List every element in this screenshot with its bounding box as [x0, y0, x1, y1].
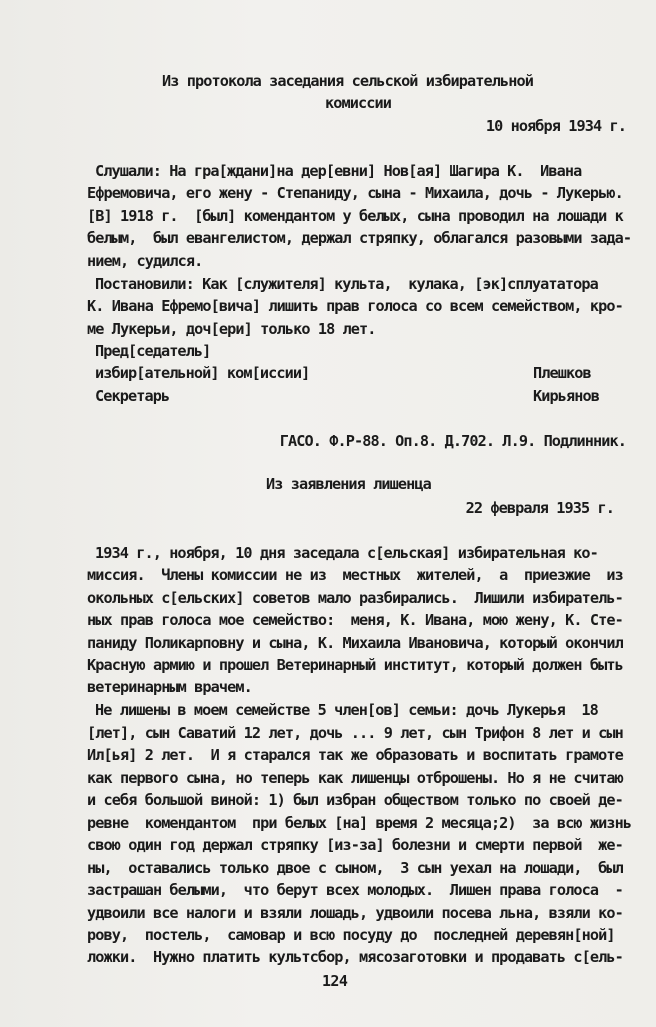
statement-line: окольных с[ельских] советов мало разбирались. Лишили избиратель- [87, 589, 623, 607]
statement-line: Красную армию и прошел Ветеринарный институт, который должен быть [87, 656, 623, 674]
statement-line: Ил[ья] 2 лет. И я старался так же образовать и воспитать грамоте [87, 746, 623, 764]
chair-label-line2: избир[ательной] ком[иссии] [95, 364, 310, 382]
protocol-date: 10 ноября 1934 г. [485, 117, 626, 135]
statement-line: ложки. Нужно платить культсбор, мясозаготовки и продавать с[ель- [87, 948, 623, 966]
statement-line: застрашан белыми, что берут всех молодых. Лишен права голоса - [87, 881, 623, 899]
statement-line: паниду Поликарповну и сына, К. Михаила Ивановича, который окончил [87, 634, 623, 652]
statement-line: ных прав голоса мое семейство: меня, К. Ивана, мою жену, К. Сте- [87, 611, 623, 629]
resolved-line: Постановили: Как [служителя] культа, кулака, [эк]сплуататора [95, 275, 598, 293]
statement-line: 1934 г., ноября, 10 дня заседала с[ельская] избирательная ко- [95, 544, 598, 562]
statement-line: ны, оставались только двое с сыном, 3 сын уехал на лошади, был [87, 859, 623, 877]
chair-name: Плешков [533, 364, 591, 382]
resolved-line: ме Лукерьи, доч[ери] только 18 лет. [87, 320, 376, 338]
resolved-line: К. Ивана Ефремо[вича] лишить прав голоса со всем семейством, кро- [87, 297, 623, 315]
secretary-label: Секретарь [95, 387, 170, 405]
statement-line: удвоили все налоги и взяли лошадь, удвоили посева льна, взяли ко- [87, 904, 623, 922]
statement-line: свою один год держал стряпку [из-за] болезни и смерти первой же- [87, 836, 623, 854]
protocol-title-line1: Из протокола заседания сельской избирательной [162, 72, 533, 90]
statement-line: ревне комендантом при белых [на] время 2 месяца;2) за всю жизнь [87, 814, 632, 832]
heard-line: нием, судился. [87, 252, 203, 270]
statement-date: 22 февраля 1935 г. [465, 499, 614, 517]
archive-reference: ГАСО. Ф.Р-88. Оп.8. Д.702. Л.9. Подлинник. [279, 432, 626, 450]
statement-line: ветеринарным врачем. [87, 678, 252, 696]
statement-line: Не лишены в моем семействе 5 член[ов] семьи: дочь Лукерья 18 [95, 701, 598, 719]
heard-line: Ефремовича, его жену - Степаниду, сына - Михаила, дочь - Лукерью. [87, 184, 623, 202]
statement-line: рову, постель, самовар и всю посуду до последней деревян[ной] [87, 926, 615, 944]
protocol-title-line2: комиссии [325, 94, 391, 112]
heard-line: белым, был евангелистом, держал стряпку, облагался разовыми зада- [87, 229, 632, 247]
statement-line: и себя большой виной: 1) был избран обществом только по своей де- [87, 791, 623, 809]
page-number: 124 [322, 972, 348, 990]
statement-line: [лет], сын Саватий 12 лет, дочь ... 9 лет, сын Трифон 8 лет и сын [87, 724, 623, 742]
heard-line: [В] 1918 г. [был] комендантом у белых, сына проводил на лошади к [87, 207, 623, 225]
chair-label-line1: Пред[седатель] [95, 342, 211, 360]
heard-line: Слушали: На гра[ждани]на дер[евни] Нов[ая] Шагира К. Ивана [95, 162, 582, 180]
statement-title: Из заявления лишенца [266, 475, 431, 493]
secretary-name: Кирьянов [533, 387, 599, 405]
statement-line: миссия. Члены комиссии не из местных жителей, а приезжие из [87, 566, 623, 584]
statement-line: как первого сына, но теперь как лишенцы отброшены. Но я не считаю [87, 769, 623, 787]
